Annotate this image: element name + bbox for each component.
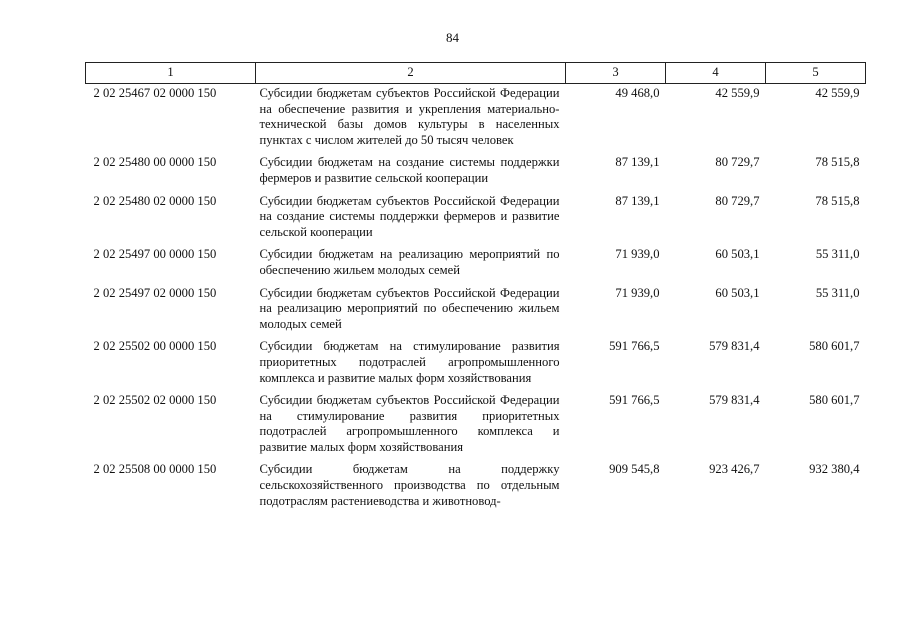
item-description: Субсидии бюджетам субъектов Российской Федерации на создание системы поддержки фермеров и развитие сельской кооперации [259, 193, 560, 239]
amount-col-5: 42 559,9 [815, 86, 860, 100]
amount-col-5: 580 601,7 [809, 339, 860, 354]
amount-col-3: 909 545,8 [609, 462, 660, 477]
amount-col-3: 87 139,1 [615, 155, 660, 170]
amount-col-4: 42 559,9 [715, 86, 760, 100]
page-number: 84 [446, 30, 459, 45]
item-description: Субсидии бюджетам субъектов Российской Федерации на реализацию мероприятий по обеспечению жильем молодых семей [259, 285, 560, 331]
amount-col-5: 55 311,0 [815, 247, 860, 262]
amount-col-5: 78 515,8 [815, 193, 860, 208]
amount-col-3: 591 766,5 [609, 393, 660, 408]
amount-col-3: 71 939,0 [615, 285, 660, 300]
amount-col-3: 591 766,5 [609, 339, 660, 354]
table-header [86, 63, 866, 84]
budget-table [85, 62, 866, 514]
table-row [86, 84, 866, 154]
table-row [86, 284, 866, 338]
header-row [86, 63, 866, 84]
amount-col-4: 80 729,7 [715, 193, 760, 208]
budget-code: 2 02 25497 00 0000 150 [93, 247, 217, 262]
item-description: Субсидии бюджетам субъектов Российской Федерации на стимулирование развития приоритетных подотраслей агропромышленного комплекса и развитие малых форм хозяйствования [259, 393, 560, 454]
header-col-3: 3 [566, 63, 666, 84]
item-description: Субсидии бюджетам на стимулирование развития приоритетных подотраслей агропромышленного комплекса и развитие малых форм хозяйствования [259, 339, 560, 385]
table-row [86, 245, 866, 283]
amount-col-4: 579 831,4 [709, 393, 760, 408]
amount-col-5: 580 601,7 [809, 393, 860, 408]
budget-code: 2 02 25480 00 0000 150 [93, 155, 217, 170]
budget-code: 2 02 25467 02 0000 150 [93, 86, 217, 100]
amount-col-5: 78 515,8 [815, 155, 860, 170]
item-description: Субсидии бюджетам субъектов Российской Федерации на обеспечение развития и укрепления материально-технической базы домов культуры в населенных пунктах с числом жителей до 50 тысяч человек [259, 86, 560, 147]
item-description: Субсидии бюджетам на реализацию мероприятий по обеспечению жильем молодых семей [259, 247, 560, 277]
amount-col-3: 87 139,1 [615, 193, 660, 208]
budget-code: 2 02 25502 02 0000 150 [93, 393, 217, 408]
budget-code: 2 02 25480 02 0000 150 [93, 193, 217, 208]
amount-col-5: 55 311,0 [815, 285, 860, 300]
table-row [86, 337, 866, 391]
header-col-2: 2 [256, 63, 566, 84]
table-row [86, 460, 866, 514]
budget-code: 2 02 25508 00 0000 150 [93, 462, 217, 477]
amount-col-4: 60 503,1 [715, 247, 760, 262]
amount-col-3: 49 468,0 [615, 86, 660, 100]
amount-col-4: 60 503,1 [715, 285, 760, 300]
table-row [86, 153, 866, 191]
header-col-1: 1 [86, 63, 256, 84]
table-body [86, 84, 866, 515]
amount-col-5: 932 380,4 [809, 462, 860, 477]
item-description: Субсидии бюджетам на создание системы поддержки фермеров и развитие сельской кооперации [259, 155, 560, 185]
amount-col-4: 923 426,7 [709, 462, 760, 477]
budget-code: 2 02 25502 00 0000 150 [93, 339, 217, 354]
item-description: Субсидии бюджетам на поддержку сельскохозяйственного производства по отдельным подотраслям растениеводства и животновод- [259, 462, 560, 508]
budget-code: 2 02 25497 02 0000 150 [93, 285, 217, 300]
amount-col-4: 579 831,4 [709, 339, 760, 354]
amount-col-4: 80 729,7 [715, 155, 760, 170]
table-row [86, 192, 866, 246]
header-col-4: 4 [666, 63, 766, 84]
header-col-5: 5 [766, 63, 866, 84]
amount-col-3: 71 939,0 [615, 247, 660, 262]
table-row [86, 391, 866, 460]
